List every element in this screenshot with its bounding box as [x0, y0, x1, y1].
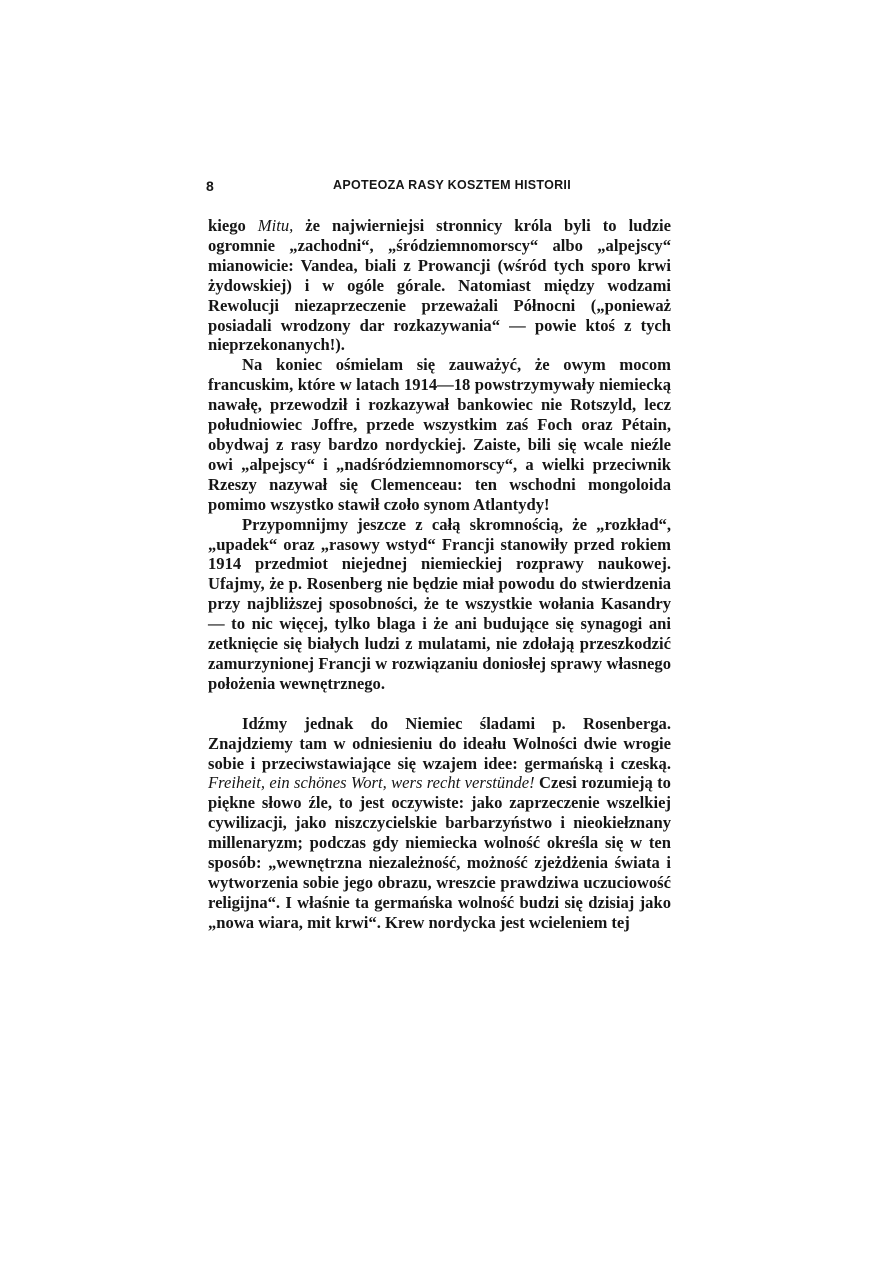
italic-quotation: Freiheit, ein schönes Wort, wers recht verstünde! — [208, 773, 535, 793]
running-title: APOTEOZA RASY KOSZTEM HISTORII — [333, 178, 571, 192]
paragraph-continued: kiego Mitu, że najwierniejsi stronnicy króla byli to ludzie ogromnie „zachodni“, „śródziemnomorscy“ albo „alpejscy“ mianowicie: Vandea, biali z Prowancji (wśród tych sporo krwi żydowskiej) i w ogóle górale. Natomiast między wodzami Rewolucji niezaprzeczenie przeważali Północni („ponieważ posiadali wrodzony dar rozkazywania“ — powie ktoś z tych nieprzekonanych!). — [208, 216, 671, 355]
paragraph: Na koniec ośmielam się zauważyć, że owym mocom francuskim, które w latach 1914—18 powstrzymywały niemiecką nawałę, przewodził i rozkazywał bankowiec nie Rotszyld, lecz południowiec Joffre, przede wszystkim zaś Foch oraz Pétain, obydwaj z rasy bardzo nordyckiej. Zaiste, bili się wcale nieźle owi „alpejscy“ i „nadśródziemnomorscy“, a wielki przeciwnik Rzeszy nazywał się Clemenceau: ten wschodni mongoloida pomimo wszystko stawił czoło synom Atlantydy! — [208, 355, 671, 514]
body-text — [208, 216, 671, 933]
paragraph: Przypomnijmy jeszcze z całą skromnością, że „rozkład“, „upadek“ oraz „rasowy wstyd“ Francji stanowiły przed rokiem 1914 przedmiot niejednej niemieckiej rozprawy naukowej. Ufajmy, że p. Rosenberg nie będzie miał powodu do stwierdzenia przy najbliższej sposobności, że te wszystkie wołania Kasandry — to nic więcej, tylko blaga i że ani budujące się synagogi ani zetknięcie się białych ludzi z mulatami, nie zdołają przeszkodzić zamurzynionej Francji w rozwiązaniu doniosłej sprawy własnego położenia wewnętrznego. — [208, 514, 671, 693]
italic-term: Mitu, — [257, 216, 294, 235]
paragraph: Idźmy jednak do Niemiec śladami p. Rosenberga. Znajdziemy tam w odniesieniu do ideału Wolności dwie wrogie sobie i przeciwstawiające się wzajem idee: germańską i czeską. Freiheit, ein schönes Wort, wers recht verstünde! Czesi rozumieją to piękne słowo źle, to jest oczywiste: jako zaprzeczenie wszelkiej cywilizacji, jako niszczycielskie barbarzyństwo i nieokiełznany millenaryzm; podczas gdy niemiecka wolność określa się w ten sposób: „wewnętrzna niezależność, możność zjeżdżenia świata i wytworzenia sobie jego obrazu, wreszcie prawdziwa uczuciowość religijna“. I właśnie ta germańska wolność budzi się dzisiaj jako „nowa wiara, mit krwi“. Krew nordycka jest wcieleniem tej — [208, 713, 671, 932]
page-header — [206, 178, 672, 196]
page-number: 8 — [206, 178, 214, 194]
